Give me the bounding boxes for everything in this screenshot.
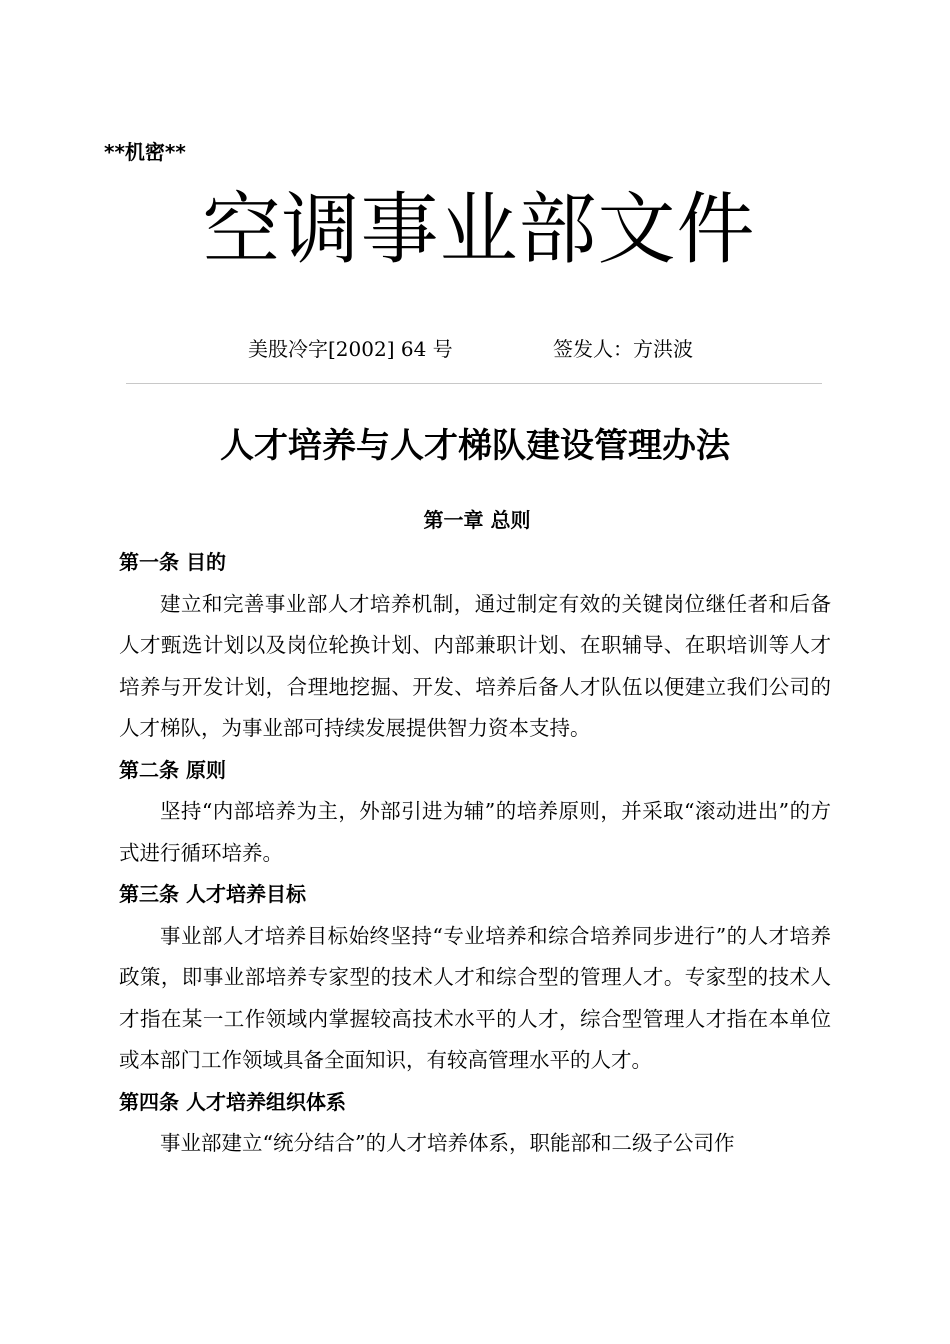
header-divider [126,383,822,384]
article-1 [119,542,831,750]
article-heading: 第三条 人才培养目标 [119,882,306,906]
article-4 [119,1082,831,1165]
document-number: 美股冷字[2002] 64 号 [248,337,453,361]
article-heading: 第四条 人才培养组织体系 [119,1089,346,1114]
article-2 [119,750,831,875]
article-heading: 第二条 原则 [119,757,226,782]
signer: 签发人：方洪波 [553,337,693,361]
article-paragraph: 建立和完善事业部人才培养机制，通过制定有效的关键岗位继任者和后备人才甄选计划以及岗位轮换计划、内部兼职计划、在职辅导、在职培训等人才培养与开发计划，合理地挖掘、开发、培养后备人才队伍以便建立我们公司的人才梯队，为事业部可持续发展提供智力资本支持。 [119,591,831,740]
article-3 [119,874,831,1082]
article-paragraph: 事业部人才培养目标始终坚持“专业培养和综合培养同步进行”的人才培养政策，即事业部培养专家型的技术人才和综合型的管理人才。专家型的技术人才指在某一工作领域内掌握较高技术水平的人才，综合型管理人才指在本单位或本部门工作领域具备全面知识，有较高管理水平的人才。 [119,923,831,1072]
document-body [119,542,831,1165]
chapter-heading: 第一章 总则 [423,508,531,532]
issuing-body-heading: 空调事业部文件 [202,185,756,275]
article-paragraph: 坚持“内部培养为主，外部引进为辅”的培养原则，并采取“滚动进出”的方式进行循环培养。 [119,799,831,865]
issue-info-line [248,334,768,364]
article-heading: 第一条 目的 [119,550,226,574]
document-title: 人才培养与人才梯队建设管理办法 [220,426,730,466]
confidential-mark: **机密** [104,140,186,164]
article-paragraph: 事业部建立“统分结合”的人才培养体系，职能部和二级子公司作 [160,1131,735,1155]
